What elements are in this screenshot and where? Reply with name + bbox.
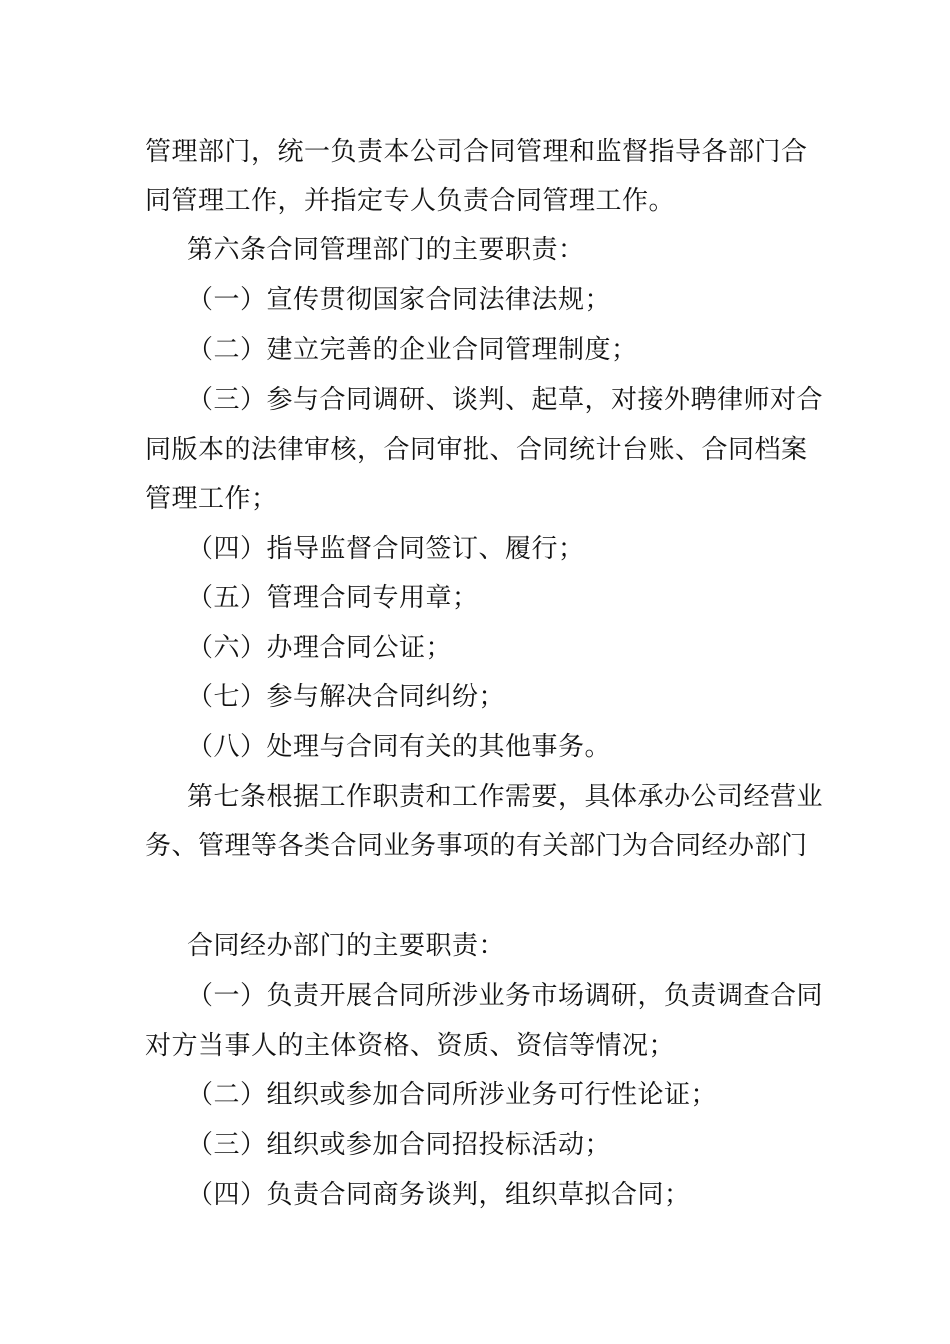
list-item: （一）宣传贯彻国家合同法律法规；: [187, 285, 612, 315]
list-item: （三）参与合同调研、谈判、起草，对接外聘律师对合: [187, 385, 824, 415]
section-heading: 合同经办部门的主要职责：: [187, 931, 506, 961]
list-item: （四）指导监督合同签订、履行；: [187, 534, 585, 564]
article-heading: 第七条根据工作职责和工作需要，具体承办公司经营业: [187, 782, 824, 812]
text-line: 管理工作；: [145, 484, 278, 514]
list-item: （二）建立完善的企业合同管理制度；: [187, 335, 638, 365]
list-item: （七）参与解决合同纠纷；: [187, 682, 506, 712]
text-line: 对方当事人的主体资格、资质、资信等情况；: [145, 1031, 676, 1061]
list-item: （五）管理合同专用章；: [187, 583, 479, 613]
list-item: （一）负责开展合同所涉业务市场调研，负责调查合同: [187, 981, 824, 1011]
text-line: 同版本的法律审核，合同审批、合同统计台账、合同档案: [145, 435, 808, 465]
text-line: 务、管理等各类合同业务事项的有关部门为合同经办部门: [145, 831, 808, 861]
list-item: （四）负责合同商务谈判，组织草拟合同；: [187, 1180, 691, 1210]
list-item: （八）处理与合同有关的其他事务。: [187, 732, 612, 762]
list-item: （六）办理合同公证；: [187, 633, 453, 663]
text-line: 同管理工作，并指定专人负责合同管理工作。: [145, 186, 676, 216]
text-line: 管理部门，统一负责本公司合同管理和监督指导各部门合: [145, 137, 808, 167]
article-heading: 第六条合同管理部门的主要职责：: [187, 235, 585, 265]
list-item: （二）组织或参加合同所涉业务可行性论证；: [187, 1080, 718, 1110]
list-item: （三）组织或参加合同招投标活动；: [187, 1130, 612, 1160]
